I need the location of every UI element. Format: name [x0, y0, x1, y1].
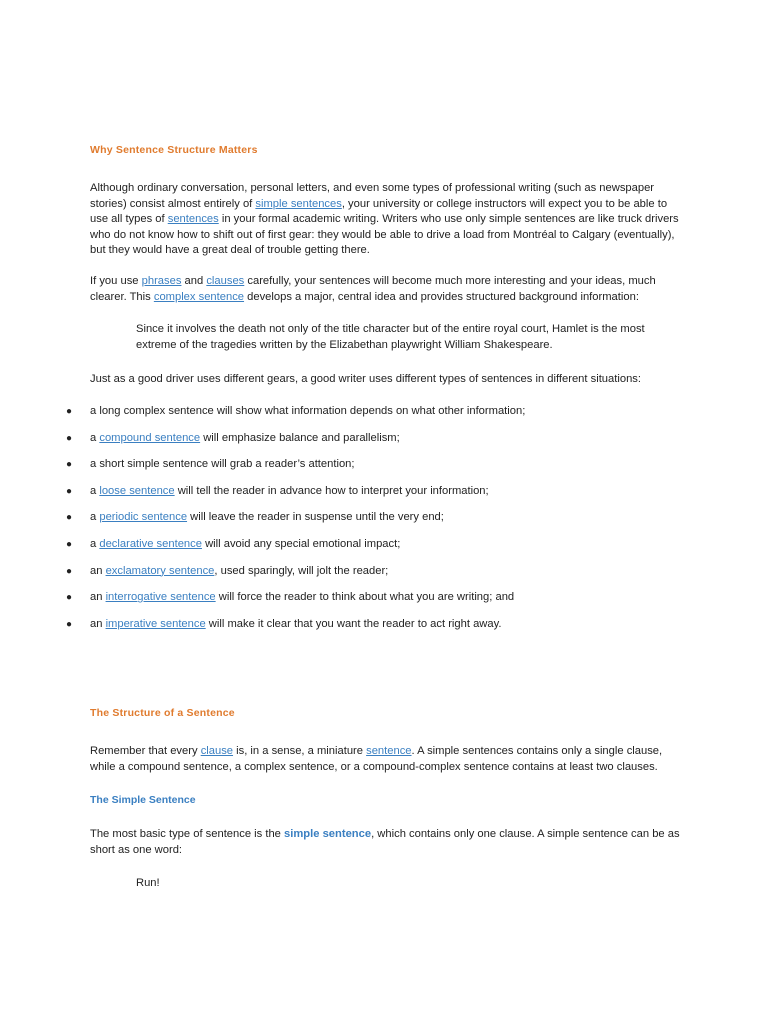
- bullet-icon: ●: [66, 432, 73, 444]
- paragraph-intro: [90, 181, 680, 259]
- text: will emphasize balance and parallelism;: [200, 431, 400, 444]
- text: develops a major, central idea and provides structured background information:: [244, 290, 639, 303]
- paragraph-phrases-clauses: [90, 274, 680, 305]
- link-simple-sentences[interactable]: simple sentences: [255, 197, 342, 210]
- heading-simple-sentence: The Simple Sentence: [90, 794, 196, 806]
- link-sentence-type[interactable]: imperative sentence: [105, 617, 206, 630]
- link-clause[interactable]: clause: [200, 745, 234, 757]
- text: a: [90, 511, 100, 524]
- link-sentences[interactable]: sentences: [167, 213, 219, 226]
- text: will tell the reader in advance how to interpret your information;: [174, 484, 489, 497]
- list-item: [0, 617, 700, 644]
- list-item: [0, 537, 700, 564]
- text: and: [181, 275, 207, 287]
- paragraph-clause-definition: [90, 744, 680, 775]
- link-sentence[interactable]: sentence: [366, 745, 412, 757]
- link-sentence-type[interactable]: periodic sentence: [99, 511, 188, 524]
- heading-structure-of-a-sentence: The Structure of a Sentence: [90, 707, 235, 719]
- text: an: [90, 564, 106, 577]
- bullet-icon: ●: [66, 538, 73, 550]
- list-item: [0, 510, 700, 537]
- text: an: [90, 617, 106, 630]
- example-run: Run!: [136, 877, 160, 889]
- text: carefully, your sentences will become much more interesting and your ideas, much clearer. This: [90, 275, 656, 303]
- heading-why-sentence-structure-matters: Why Sentence Structure Matters: [90, 144, 258, 156]
- list-item: [0, 431, 700, 458]
- link-sentence-type[interactable]: interrogative sentence: [105, 591, 216, 604]
- link-sentence-type[interactable]: exclamatory sentence: [105, 564, 215, 577]
- text: an: [90, 591, 106, 604]
- text: will leave the reader in suspense until the very end;: [187, 511, 444, 524]
- link-clauses[interactable]: clauses: [206, 275, 245, 287]
- bullet-icon: ●: [66, 618, 73, 630]
- text: , your university or college instructors will expect you to be able to use all types of: [90, 197, 668, 226]
- bullet-icon: ●: [66, 459, 73, 471]
- text: a: [90, 431, 100, 444]
- link-complex-sentence[interactable]: complex sentence: [153, 290, 245, 303]
- text: is, in a sense, a miniature: [233, 745, 367, 757]
- text: Although ordinary conversation, personal letters, and even some types of professional writing (such as newspaper stories) consist almost entirely of: [90, 182, 655, 210]
- keyword-simple-sentence: simple sentence: [284, 828, 372, 840]
- block-quote-example: Since it involves the death not only of the title character but of the entire royal court, Hamlet is the most extreme of the tragedies written by the Elizabethan playwright William Shakespeare.: [136, 323, 645, 351]
- text: a long complex sentence will show what information depends on what other information;: [90, 405, 526, 417]
- list-item: [0, 564, 700, 591]
- bullet-icon: ●: [66, 406, 73, 417]
- link-sentence-type[interactable]: loose sentence: [99, 484, 175, 497]
- link-sentence-type[interactable]: compound sentence: [99, 431, 201, 444]
- list-item: [0, 457, 700, 484]
- bullet-icon: ●: [66, 485, 73, 497]
- list-item: [0, 484, 700, 511]
- bullet-icon: ●: [66, 565, 73, 577]
- text: The most basic type of sentence is the: [90, 828, 285, 840]
- bullet-icon: ●: [66, 592, 73, 604]
- text: in your formal academic writing. Writers who use only simple sentences are like truck drivers who do not know how to shift out of first gear: they would be able to drive a load from Montréal to Calgary (eventually), but they would have a great deal of trouble getting there.: [90, 213, 679, 257]
- text: If you use: [90, 275, 142, 287]
- text: Remember that every: [90, 745, 201, 757]
- link-sentence-type[interactable]: declarative sentence: [99, 537, 202, 550]
- text: will make it clear that you want the reader to act right away.: [205, 617, 502, 630]
- paragraph-good-driver: Just as a good driver uses different gears, a good writer uses different types of sentences in different situations:: [90, 373, 641, 385]
- text: , which contains only one clause. A simple sentence can be as short as one word:: [90, 828, 680, 856]
- text: a: [90, 537, 100, 550]
- link-phrases[interactable]: phrases: [141, 275, 182, 287]
- list-item: [0, 590, 700, 617]
- text: will avoid any special emotional impact;: [201, 537, 401, 550]
- text: , used sparingly, will jolt the reader;: [214, 564, 389, 577]
- text: . A simple sentences contains only a single clause, while a compound sentence, a complex sentence, or a compound-complex sentence contains at least two clauses.: [90, 745, 663, 773]
- bullet-icon: ●: [66, 512, 73, 524]
- sentence-types-list: [0, 404, 700, 643]
- list-item: [0, 404, 700, 431]
- text: a: [90, 484, 100, 497]
- text: a short simple sentence will grab a reader’s attention;: [90, 458, 355, 471]
- paragraph-simple-sentence: [90, 827, 680, 858]
- text: will force the reader to think about what you are writing; and: [215, 591, 515, 604]
